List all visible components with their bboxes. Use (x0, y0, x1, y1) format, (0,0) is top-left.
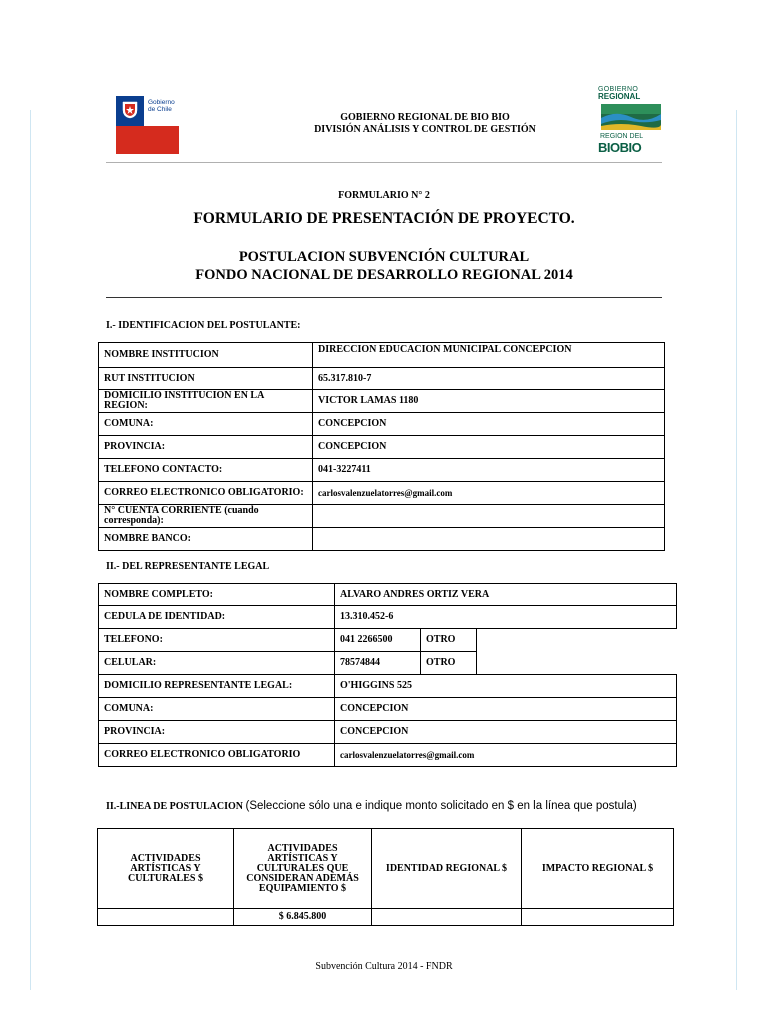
table-row (99, 744, 677, 767)
field-label: PROVINCIA: (99, 721, 335, 744)
column-header: ACTIVIDADES ARTÍSTICAS Y CULTURALES $ (98, 829, 234, 909)
table-row (99, 698, 677, 721)
field-value[interactable]: carlosvalenzuelatorres@gmail.com (313, 482, 665, 505)
field-label: PROVINCIA: (99, 436, 313, 459)
field-label: CEDULA DE IDENTIDAD: (99, 606, 335, 629)
table-row (99, 368, 665, 390)
gobierno-de-chile-logo (116, 96, 179, 154)
table-row (99, 390, 665, 413)
field-value[interactable]: 041-3227411 (313, 459, 665, 482)
column-header: IMPACTO REGIONAL $ (522, 829, 674, 909)
field-value[interactable]: 13.310.452-6 (335, 606, 677, 629)
table-row (98, 829, 674, 909)
header-line1: GOBIERNO REGIONAL DE BIO BIO (340, 112, 510, 123)
table-row (99, 675, 677, 698)
logo-left-line2: de Chile (148, 106, 172, 113)
field-value[interactable]: 78574844 (335, 652, 421, 675)
field-value[interactable]: DIRECCION EDUCACION MUNICIPAL CONCEPCION (313, 343, 665, 368)
river-landscape-icon (601, 104, 661, 130)
table-row (99, 413, 665, 436)
field-value[interactable] (313, 528, 665, 551)
postulante-table (98, 342, 665, 551)
table-row (99, 721, 677, 744)
page-footer: Subvención Cultura 2014 - FNDR (315, 961, 453, 972)
table-row (99, 652, 677, 675)
linea-postulacion-table (97, 828, 674, 926)
section1-heading: I.- IDENTIFICACION DEL POSTULANTE: (106, 320, 301, 331)
field-value[interactable]: 041 2266500 (335, 629, 421, 652)
header-divider (106, 162, 662, 163)
field-label: NOMBRE INSTITUCION (99, 343, 313, 368)
document-header (240, 112, 610, 136)
gobierno-regional-logo (598, 86, 664, 156)
table-row (99, 528, 665, 551)
field-value[interactable]: CONCEPCION (335, 721, 677, 744)
field-label: NOMBRE COMPLETO: (99, 584, 335, 606)
field-value[interactable]: O'HIGGINS 525 (335, 675, 677, 698)
field-label: OTRO (421, 652, 477, 675)
amount-cell[interactable] (522, 909, 674, 926)
field-label: CORREO ELECTRONICO OBLIGATORIO: (99, 482, 313, 505)
logo-right-line1: GOBIERNO (598, 86, 639, 93)
amount-cell[interactable] (372, 909, 522, 926)
field-label: DOMICILIO INSTITUCION EN LA REGION: (99, 390, 313, 413)
subtitle-line2: FONDO NACIONAL DE DESARROLLO REGIONAL 2014 (195, 267, 573, 283)
table-row (99, 343, 665, 368)
section3-note: (Seleccione sólo una e indique monto solicitado en $ en la línea que postula) (245, 800, 637, 812)
field-label: COMUNA: (99, 698, 335, 721)
logo-right-line3: REGION DEL (600, 133, 644, 140)
field-label: CORREO ELECTRONICO OBLIGATORIO (99, 744, 335, 767)
header-line2: DIVISIÓN ANÁLISIS Y CONTROL DE GESTIÓN (314, 124, 536, 135)
title-divider (106, 297, 662, 298)
form-number: FORMULARIO N° 2 (338, 190, 430, 201)
table-row (99, 482, 665, 505)
page-title: FORMULARIO DE PRESENTACIÓN DE PROYECTO. (193, 210, 575, 227)
subtitle-line1: POSTULACION SUBVENCIÓN CULTURAL (238, 249, 530, 265)
field-label: NOMBRE BANCO: (99, 528, 313, 551)
field-value[interactable]: CONCEPCION (335, 698, 677, 721)
field-label: TELEFONO CONTACTO: (99, 459, 313, 482)
table-row (98, 909, 674, 926)
section2-heading: II.- DEL REPRESENTANTE LEGAL (106, 561, 270, 572)
field-label: COMUNA: (99, 413, 313, 436)
field-value[interactable]: 65.317.810-7 (313, 368, 665, 390)
field-value[interactable]: carlosvalenzuelatorres@gmail.com (335, 744, 677, 767)
table-row (99, 436, 665, 459)
field-value[interactable] (477, 652, 677, 675)
amount-cell[interactable]: $ 6.845.800 (234, 909, 372, 926)
table-row (99, 505, 665, 528)
page-edge-left (30, 110, 31, 990)
field-value[interactable]: VICTOR LAMAS 1180 (313, 390, 665, 413)
representante-table (98, 583, 677, 767)
logo-right-line4: BIOBIO (598, 140, 642, 155)
field-label: OTRO (421, 629, 477, 652)
field-label: DOMICILIO REPRESENTANTE LEGAL: (99, 675, 335, 698)
logo-right-line2: REGIONAL (598, 92, 641, 101)
field-value[interactable]: CONCEPCION (313, 413, 665, 436)
amount-cell[interactable] (98, 909, 234, 926)
field-value[interactable] (477, 629, 677, 652)
logo-left-line1: Gobierno (148, 99, 175, 106)
column-header: ACTIVIDADES ARTÍSTICAS Y CULTURALES QUE CONSIDERAN ADEMÁS EQUIPAMIENTO $ (234, 829, 372, 909)
page-subtitle (106, 248, 662, 284)
field-label: N° CUENTA CORRIENTE (cuando corresponda): (99, 505, 313, 528)
page-edge-right (736, 110, 737, 990)
section3-title: II.-LINEA DE POSTULACION (106, 801, 243, 812)
field-value[interactable]: CONCEPCION (313, 436, 665, 459)
table-row (99, 584, 677, 606)
section3-heading (106, 799, 666, 814)
column-header: IDENTIDAD REGIONAL $ (372, 829, 522, 909)
table-row (99, 629, 677, 652)
shield-icon (122, 101, 138, 119)
field-label: RUT INSTITUCION (99, 368, 313, 390)
table-row (99, 606, 677, 629)
field-value[interactable] (313, 505, 665, 528)
field-label: CELULAR: (99, 652, 335, 675)
table-row (99, 459, 665, 482)
field-value[interactable]: ALVARO ANDRES ORTIZ VERA (335, 584, 677, 606)
field-label: TELEFONO: (99, 629, 335, 652)
